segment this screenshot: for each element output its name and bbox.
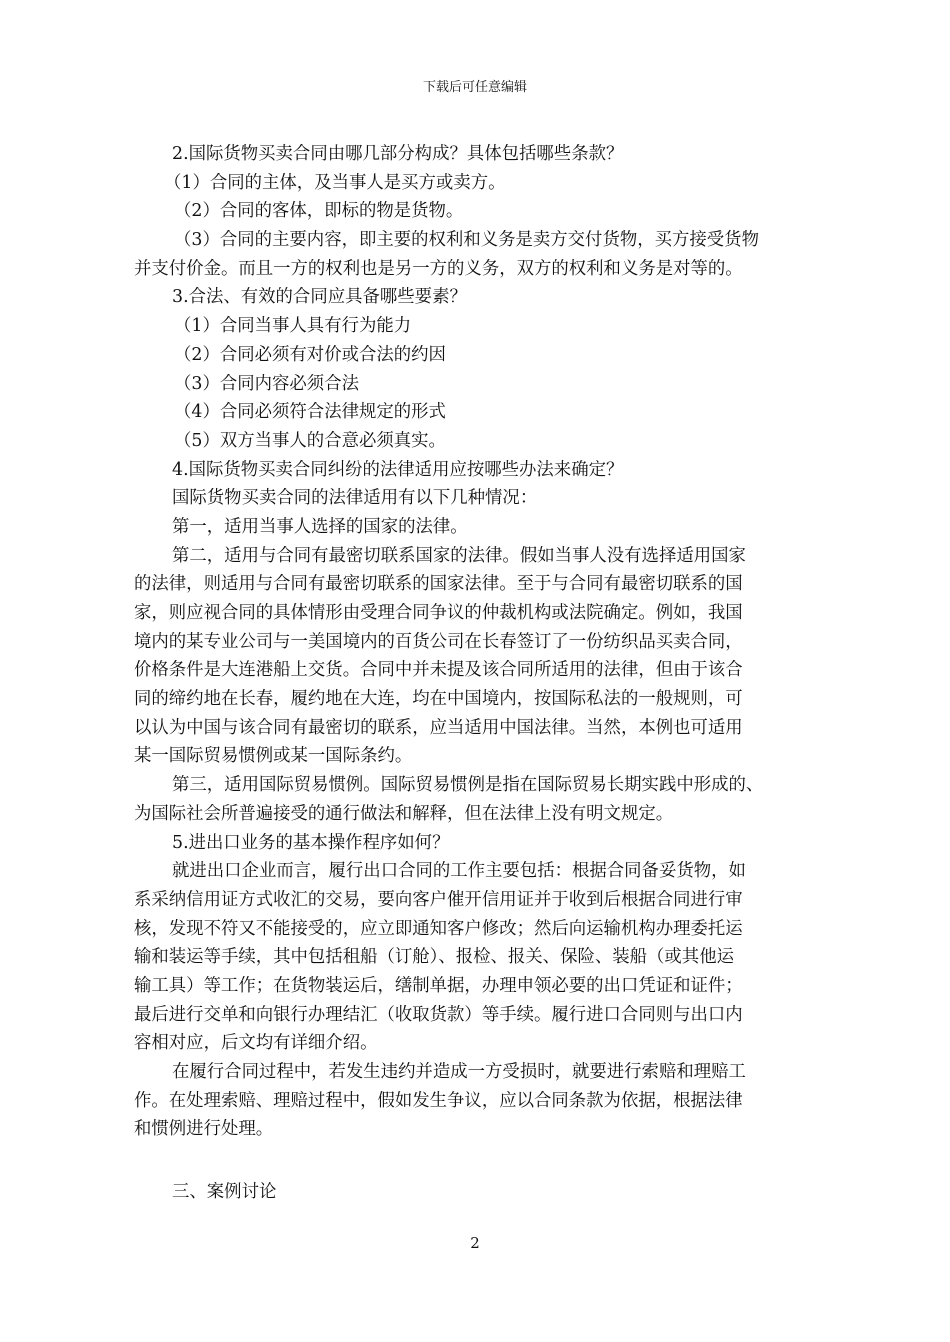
text-line: 为国际社会所普遍接受的通行做法和解释，但在法律上没有明文规定。: [134, 803, 674, 824]
text-line: （2）合同必须有对价或合法的约因: [174, 344, 446, 365]
text-line: 在履行合同过程中，若发生违约并造成一方受损时，就要进行索赔和理赔工: [172, 1062, 746, 1082]
text-line: 输和装运等手续，其中包括租船（订舱）、报检、报关、保险、装船（或其他运: [134, 947, 734, 968]
text-line: 就进出口企业而言，履行出口合同的工作主要包括：根据合同备妥货物，如: [172, 861, 746, 882]
text-line: 的法律，则适用与合同有最密切联系的国家法律。至于与合同有最密切联系的国: [134, 574, 743, 595]
document-body: [134, 140, 840, 1207]
text-line: 5.进出口业务的基本操作程序如何？: [172, 832, 450, 853]
text-line: （1）合同的主体，及当事人是买方或卖方。: [164, 172, 506, 193]
text-line: （3）合同的主要内容，即主要的权利和义务是卖方交付货物，买方接受货物: [174, 230, 759, 251]
text-line: 价格条件是大连港船上交货。合同中并未提及该合同所适用的法律，但由于该合: [134, 660, 743, 681]
text-line: 以认为中国与该合同有最密切的联系，应当适用中国法律。当然，本例也可适用: [134, 717, 743, 738]
text-line: 第三，适用国际贸易惯例。国际贸易惯例是指在国际贸易长期实践中形成的、: [172, 775, 764, 796]
text-line: 某一国际贸易惯例或某一国际条约。: [134, 746, 413, 767]
text-line: 3.合法、有效的合同应具备哪些要素？: [172, 287, 467, 308]
text-line: 系采纳信用证方式收汇的交易，要向客户催开信用证并于收到后根据合同进行审: [134, 889, 743, 910]
text-line: 并支付价金。而且一方的权利也是另一方的义务，双方的权利和义务是对等的。: [134, 258, 743, 279]
text-line: 和惯例进行处理。: [134, 1119, 274, 1140]
text-line: 最后进行交单和向银行办理结汇（收取货款）等手续。履行进口合同则与出口内: [134, 1004, 743, 1025]
text-line: 国际货物买卖合同的法律适用有以下几种情况：: [172, 488, 538, 509]
text-line: 核，发现不符又不能接受的，应立即通知客户修改；然后向运输机构办理委托运: [134, 918, 743, 939]
text-line: 容相对应，后文均有详细介绍。: [134, 1033, 378, 1054]
text-line: （3）合同内容必须合法: [174, 373, 359, 394]
page-header: 下载后可任意编辑: [422, 80, 527, 95]
section-heading: 三、案例讨论: [172, 1182, 277, 1203]
text-line: 作。在处理索赔、理赔过程中，假如发生争议，应以合同条款为依据，根据法律: [134, 1090, 743, 1111]
text-line: 家，则应视合同的具体情形由受理合同争议的仲裁机构或法院确定。例如，我国: [134, 603, 743, 623]
text-line: 同的缔约地在长春，履约地在大连，均在中国境内，按国际私法的一般规则，可: [134, 689, 743, 710]
text-line: 4.国际货物买卖合同纠纷的法律适用应按哪些办法来确定？: [172, 459, 624, 480]
text-line: 输工具）等工作；在货物装运后，缮制单据，办理申领必要的出口凭证和证件；: [134, 975, 743, 996]
text-line: 第二，适用与合同有最密切联系国家的法律。假如当事人没有选择适用国家: [172, 545, 746, 566]
text-line: （1）合同当事人具有行为能力: [174, 316, 412, 337]
text-line: （5）双方当事人的合意必须真实。: [174, 430, 446, 451]
text-line: 2.国际货物买卖合同由哪几部分构成？具体包括哪些条款？: [172, 144, 624, 164]
text-line: 第一，适用当事人选择的国家的法律。: [172, 516, 468, 537]
text-line: （2）合同的客体，即标的物是货物。: [174, 201, 464, 222]
text-line: 境内的某专业公司与一美国境内的百货公司在长春签订了一份纺织品买卖合同，: [134, 631, 743, 652]
section-spacer: [134, 1144, 840, 1178]
text-line: （4）合同必须符合法律规定的形式: [174, 402, 446, 423]
page-number: 2: [470, 1234, 480, 1252]
